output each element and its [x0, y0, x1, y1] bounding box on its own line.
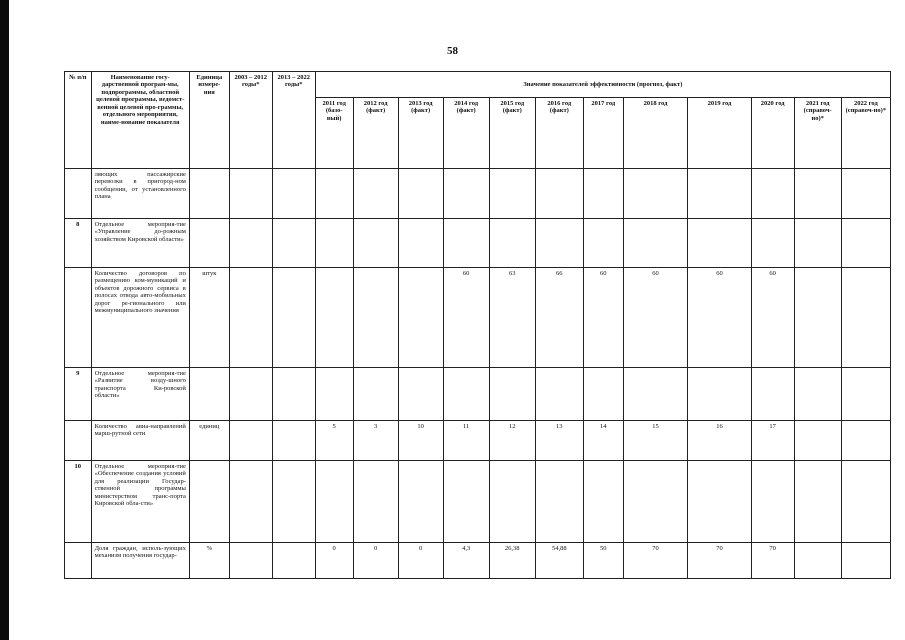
row-value: [353, 219, 398, 268]
row-value: [751, 169, 794, 219]
row-value: 12: [489, 421, 535, 461]
row-value: [535, 169, 583, 219]
header-col-unit: Единица измере-ния: [189, 72, 229, 169]
header-year: 2021 год (справоч-но)*: [794, 98, 841, 169]
row-value: 70: [688, 543, 751, 579]
row-value: [623, 368, 687, 421]
header-year: 2022 год (справоч-но)*: [841, 98, 890, 169]
row-value: [688, 368, 751, 421]
header-year: 2015 год (факт): [489, 98, 535, 169]
row-value: 63: [489, 268, 535, 368]
row-2013-2022: [272, 421, 315, 461]
row-value: [443, 368, 489, 421]
row-value: [841, 368, 890, 421]
row-value: [315, 219, 353, 268]
row-value: 0: [353, 543, 398, 579]
row-value: 66: [535, 268, 583, 368]
row-name: Количество договоров по размещению ком-муникаций и объектов дорожного сервиса в полосах отвода авто-мобильных дорог ре-гионального или межмуниципального значения: [91, 268, 189, 368]
row-value: 60: [623, 268, 687, 368]
row-value: 0: [398, 543, 443, 579]
row-unit: [189, 219, 229, 268]
row-2013-2022: [272, 169, 315, 219]
row-name: ляющих пассажирские перевозки в пригород-ном сообщении, от установленного плана: [91, 169, 189, 219]
row-2003-2012: [229, 169, 272, 219]
row-value: 54,88: [535, 543, 583, 579]
row-value: [751, 219, 794, 268]
row-2013-2022: [272, 368, 315, 421]
indicators-table: [64, 71, 891, 579]
row-no: [65, 421, 92, 461]
row-value: 70: [751, 543, 794, 579]
header-group-title: Значение показателей эффективности (прогноз, факт): [315, 72, 890, 98]
row-value: [315, 461, 353, 543]
scan-edge: [0, 0, 9, 640]
header-year: 2013 год (факт): [398, 98, 443, 169]
row-no: 9: [65, 368, 92, 421]
header-year: 2017 год: [583, 98, 623, 169]
row-value: [751, 368, 794, 421]
row-value: [583, 368, 623, 421]
header-col-2003-2012: 2003 – 2012 годы*: [229, 72, 272, 169]
row-value: 60: [583, 268, 623, 368]
page-number: 58: [447, 45, 458, 57]
row-value: [841, 219, 890, 268]
row-no: [65, 543, 92, 579]
row-value: [794, 461, 841, 543]
row-no: [65, 268, 92, 368]
row-2003-2012: [229, 421, 272, 461]
header-col-2013-2022: 2013 – 2022 годы*: [272, 72, 315, 169]
row-name: Отдельное мероприя-тие «Обеспечение создания условий для реализации Государ-ственной программы министерством транс-порта Кировской обла-сти»: [91, 461, 189, 543]
header-year: 2011 год (базо-вый): [315, 98, 353, 169]
table-row: [65, 169, 891, 219]
row-no: 10: [65, 461, 92, 543]
row-2003-2012: [229, 219, 272, 268]
header-year: 2016 год (факт): [535, 98, 583, 169]
row-value: 70: [623, 543, 687, 579]
row-value: [353, 169, 398, 219]
row-value: [489, 368, 535, 421]
row-value: [688, 219, 751, 268]
row-value: [794, 368, 841, 421]
row-value: [398, 219, 443, 268]
row-value: [315, 169, 353, 219]
row-value: 26,38: [489, 543, 535, 579]
row-value: [841, 461, 890, 543]
row-2013-2022: [272, 461, 315, 543]
row-unit: [189, 169, 229, 219]
row-value: [443, 461, 489, 543]
row-value: 11: [443, 421, 489, 461]
row-2013-2022: [272, 543, 315, 579]
row-value: [841, 169, 890, 219]
header-col-name: Наименование госу-дарственной програм-мы, подпрограммы, областной целевой программы, ведомст-венной целевой про-граммы, отдельного мероприятия, наиме-нование показателя: [91, 72, 189, 169]
row-value: [315, 368, 353, 421]
row-2013-2022: [272, 219, 315, 268]
row-value: [794, 268, 841, 368]
row-value: [398, 461, 443, 543]
row-2003-2012: [229, 368, 272, 421]
table-row: [65, 219, 891, 268]
header-year: 2019 год: [688, 98, 751, 169]
row-value: [398, 268, 443, 368]
row-unit: [189, 461, 229, 543]
header-year: 2012 год (факт): [353, 98, 398, 169]
row-value: [841, 421, 890, 461]
row-value: [751, 461, 794, 543]
row-value: 0: [315, 543, 353, 579]
row-unit: единиц: [189, 421, 229, 461]
row-value: [535, 219, 583, 268]
row-value: [398, 169, 443, 219]
row-value: [315, 268, 353, 368]
row-value: [489, 461, 535, 543]
row-value: [841, 543, 890, 579]
row-2013-2022: [272, 268, 315, 368]
row-value: [443, 169, 489, 219]
header-year: 2020 год: [751, 98, 794, 169]
table-row: [65, 543, 891, 579]
table-row: [65, 368, 891, 421]
row-value: 14: [583, 421, 623, 461]
row-no: 8: [65, 219, 92, 268]
row-value: [398, 368, 443, 421]
table-row: [65, 268, 891, 368]
row-value: 16: [688, 421, 751, 461]
table-row: [65, 461, 891, 543]
row-value: 60: [751, 268, 794, 368]
row-name: Доля граждан, исполь-зующих механизм получения государ-: [91, 543, 189, 579]
table-row: [65, 421, 891, 461]
row-value: [353, 268, 398, 368]
row-value: [794, 421, 841, 461]
row-value: [623, 461, 687, 543]
row-value: [583, 169, 623, 219]
row-value: 3: [353, 421, 398, 461]
row-value: [443, 219, 489, 268]
row-value: 15: [623, 421, 687, 461]
row-value: 60: [443, 268, 489, 368]
row-value: [583, 461, 623, 543]
header-row-top: [65, 72, 891, 98]
row-unit: [189, 368, 229, 421]
row-value: [535, 368, 583, 421]
row-value: [794, 543, 841, 579]
row-2003-2012: [229, 268, 272, 368]
header-year: 2014 год (факт): [443, 98, 489, 169]
header-year: 2018 год: [623, 98, 687, 169]
row-value: 17: [751, 421, 794, 461]
row-name: Отдельное мероприя-тие «Управление до-рожным хозяйством Кировской области»: [91, 219, 189, 268]
row-value: [623, 169, 687, 219]
row-unit: штук: [189, 268, 229, 368]
row-value: 13: [535, 421, 583, 461]
row-value: [688, 461, 751, 543]
header-col-no: № п/п: [65, 72, 92, 169]
row-name: Отдельное мероприя-тие «Развитие возду-шного транспорта Ки-ровской области»: [91, 368, 189, 421]
row-value: [794, 169, 841, 219]
row-value: [353, 461, 398, 543]
row-value: [688, 169, 751, 219]
row-2003-2012: [229, 543, 272, 579]
row-value: 50: [583, 543, 623, 579]
row-value: [535, 461, 583, 543]
row-value: [489, 219, 535, 268]
row-value: [489, 169, 535, 219]
row-value: [794, 219, 841, 268]
row-name: Количество авиа-направлений марш-рутной сети: [91, 421, 189, 461]
row-value: [623, 219, 687, 268]
row-value: 60: [688, 268, 751, 368]
row-unit: %: [189, 543, 229, 579]
row-value: 4,3: [443, 543, 489, 579]
row-value: 10: [398, 421, 443, 461]
row-no: [65, 169, 92, 219]
row-value: [353, 368, 398, 421]
row-2003-2012: [229, 461, 272, 543]
row-value: [841, 268, 890, 368]
row-value: 5: [315, 421, 353, 461]
row-value: [583, 219, 623, 268]
